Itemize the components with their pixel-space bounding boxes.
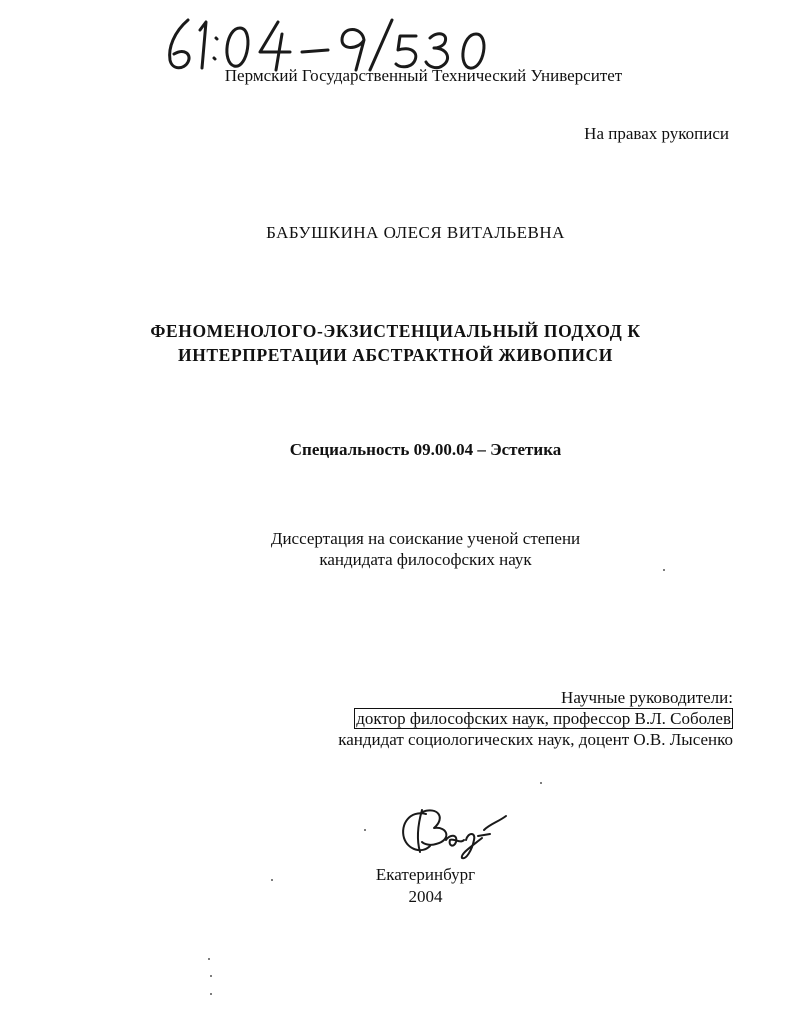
scan-speck [210, 993, 212, 995]
scan-speck [663, 569, 665, 571]
degree-statement [0, 528, 791, 570]
degree-line-1: Диссертация на соискание ученой степени [270, 529, 581, 548]
title-line-2: ИНТЕРПРЕТАЦИИ АБСТРАКТНОЙ ЖИВОПИСИ [177, 345, 614, 365]
degree-line-2: кандидата философских наук [319, 550, 532, 569]
rights-note: На правах рукописи [584, 124, 729, 143]
advisors-heading: Научные руководители: [561, 688, 733, 707]
author-name: БАБУШКИНА ОЛЕСЯ ВИТАЛЬЕВНА [266, 223, 565, 242]
dissertation-title [0, 319, 791, 367]
scan-speck [210, 975, 212, 977]
scan-speck [271, 879, 273, 881]
scan-speck [540, 782, 542, 784]
title-line-1: ФЕНОМЕНОЛОГО-ЭКЗИСТЕНЦИАЛЬНЫЙ ПОДХОД К [150, 321, 641, 341]
advisor-2: кандидат социологических наук, доцент О.В. Лысенко [338, 730, 733, 749]
place-and-year [0, 864, 791, 908]
scan-speck [208, 958, 210, 960]
year: 2004 [408, 887, 443, 906]
advisors-block [338, 687, 733, 750]
scan-speck [364, 829, 366, 831]
university-name: Пермский Государственный Технический Университет [224, 66, 623, 85]
city: Екатеринбург [375, 865, 476, 884]
advisor-1: доктор философских наук, профессор В.Л. Соболев [356, 709, 731, 728]
specialty: Специальность 09.00.04 – Эстетика [289, 440, 562, 459]
handwritten-signature-icon [386, 800, 516, 862]
